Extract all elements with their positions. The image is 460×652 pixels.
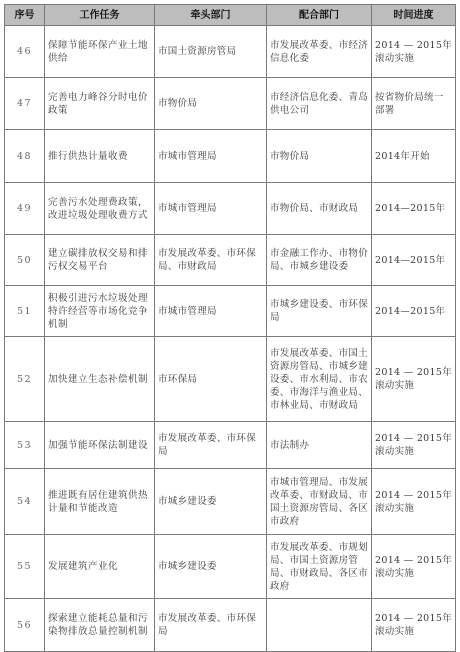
- task-cell: 探索建立能耗总量和污染物排放总量控制机制: [45, 599, 155, 652]
- table-row: [5, 183, 456, 235]
- lead-dept-cell: 市城乡建设委: [155, 535, 267, 599]
- table-row: [5, 422, 456, 469]
- table-row: [5, 286, 456, 337]
- lead-dept-cell: 市城市管理局: [155, 286, 267, 337]
- table-row: [5, 130, 456, 183]
- table-row: [5, 599, 456, 652]
- task-cell: 发展建筑产业化: [45, 535, 155, 599]
- schedule-cell: 2014年开始: [372, 130, 456, 183]
- schedule-cell: 2014—2015年: [372, 286, 456, 337]
- row-number: 48: [5, 130, 45, 183]
- coop-dept-cell: 市金融工作办、市物价局、市城乡建设委: [267, 235, 372, 286]
- header-task: 工作任务: [45, 5, 155, 26]
- schedule-cell: 2014 — 2015年滚动实施: [372, 422, 456, 469]
- row-number: 55: [5, 535, 45, 599]
- task-cell: 建立碳排放权交易和排污权交易平台: [45, 235, 155, 286]
- lead-dept-cell: 市物价局: [155, 78, 267, 130]
- table-row: [5, 337, 456, 422]
- lead-dept-cell: 市发展改革委、市环保局: [155, 599, 267, 652]
- lead-dept-cell: 市国土资源房管局: [155, 26, 267, 78]
- lead-dept-cell: 市发展改革委、市环保局: [155, 422, 267, 469]
- task-cell: 推进既有居住建筑供热计量和节能改造: [45, 469, 155, 535]
- task-cell: 加快建立生态补偿机制: [45, 337, 155, 422]
- lead-dept-cell: 市城市管理局: [155, 183, 267, 235]
- row-number: 56: [5, 599, 45, 652]
- row-number: 47: [5, 78, 45, 130]
- coop-dept-cell: 市城市管理局、市发展改革委、市财政局、市国土资源房管局、各区市政府: [267, 469, 372, 535]
- header-coop: 配合部门: [267, 5, 372, 26]
- row-number: 50: [5, 235, 45, 286]
- coop-dept-cell: 市物价局、市财政局: [267, 183, 372, 235]
- schedule-cell: 2014 — 2015年滚动实施: [372, 599, 456, 652]
- row-number: 53: [5, 422, 45, 469]
- schedule-cell: 2014 — 2015年滚动实施: [372, 535, 456, 599]
- row-number: 46: [5, 26, 45, 78]
- coop-dept-cell: 市经济信息化委、青岛供电公司: [267, 78, 372, 130]
- header-lead: 牵头部门: [155, 5, 267, 26]
- coop-dept-cell: 市城乡建设委、市环保局: [267, 286, 372, 337]
- header-time: 时间进度: [372, 5, 456, 26]
- table-header-row: [5, 5, 456, 26]
- table-row: [5, 535, 456, 599]
- task-cell: 推行供热计量收费: [45, 130, 155, 183]
- coop-dept-cell: 市发展改革委、市国土资源房管局、市城乡建设委、市水利局、市农委、市海洋与渔业局、市林业局、市财政局: [267, 337, 372, 422]
- task-cell: 积极引进污水垃圾处理特许经营等市场化竞争机制: [45, 286, 155, 337]
- schedule-cell: 按省物价局统一部署: [372, 78, 456, 130]
- table-row: [5, 26, 456, 78]
- task-cell: 完善污水处理费政策，改进垃圾处理收费方式: [45, 183, 155, 235]
- row-number: 52: [5, 337, 45, 422]
- schedule-cell: 2014 — 2015年滚动实施: [372, 26, 456, 78]
- schedule-cell: 2014—2015年: [372, 183, 456, 235]
- lead-dept-cell: 市城乡建设委: [155, 469, 267, 535]
- table-row: [5, 78, 456, 130]
- coop-dept-cell: 市发展改革委、市经济信息化委: [267, 26, 372, 78]
- lead-dept-cell: 市城市管理局: [155, 130, 267, 183]
- schedule-cell: 2014 — 2015年滚动实施: [372, 469, 456, 535]
- lead-dept-cell: 市发展改革委、市环保局、市财政局: [155, 235, 267, 286]
- task-cell: 加强节能环保法制建设: [45, 422, 155, 469]
- row-number: 49: [5, 183, 45, 235]
- task-table: [4, 4, 456, 652]
- task-cell: 完善电力峰谷分时电价政策: [45, 78, 155, 130]
- coop-dept-cell: 市法制办: [267, 422, 372, 469]
- row-number: 54: [5, 469, 45, 535]
- schedule-cell: 2014 — 2015年滚动实施: [372, 337, 456, 422]
- header-seq: 序号: [5, 5, 45, 26]
- coop-dept-cell: 市发展改革委、市规划局、市国土资源房管局、市财政局、各区市政府: [267, 535, 372, 599]
- coop-dept-cell: [267, 599, 372, 652]
- lead-dept-cell: 市环保局: [155, 337, 267, 422]
- schedule-cell: 2014—2015年: [372, 235, 456, 286]
- row-number: 51: [5, 286, 45, 337]
- table-row: [5, 235, 456, 286]
- coop-dept-cell: 市物价局: [267, 130, 372, 183]
- task-cell: 保障节能环保产业土地供给: [45, 26, 155, 78]
- table-row: [5, 469, 456, 535]
